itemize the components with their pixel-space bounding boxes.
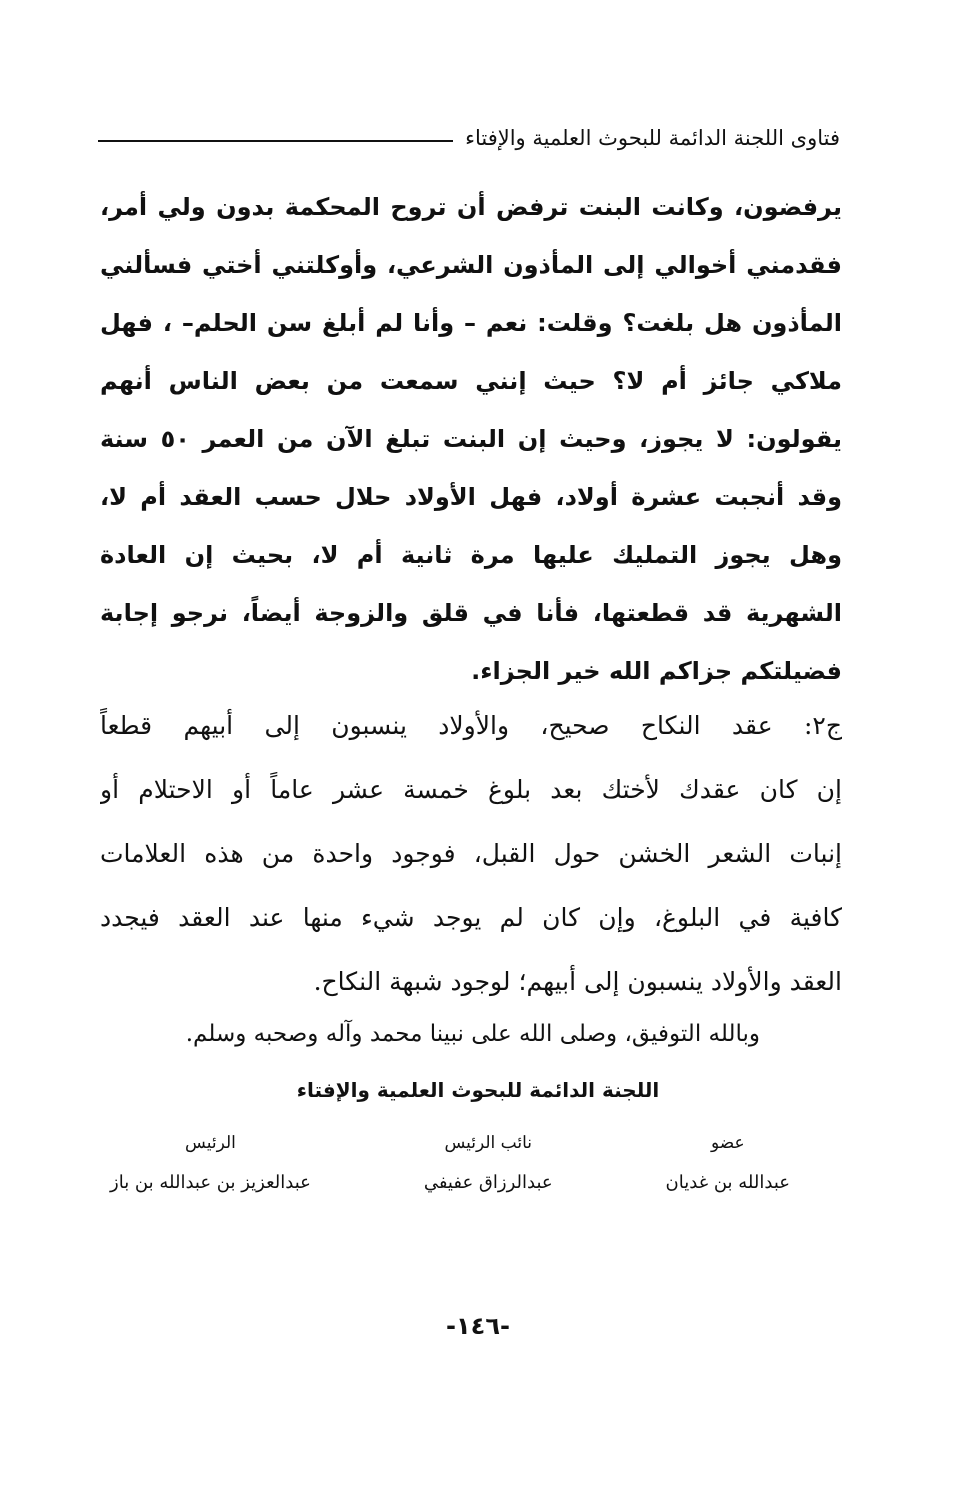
signatory-name: عبدالرزاق عفيفي [423,1172,553,1193]
closing-formula: وبالله التوفيق، وصلى الله على نبينا محمد وآله وصحبه وسلم. [185,1021,760,1047]
answer-line: ج٢: عقد النكاح صحيح، والأولاد ينسبون إلى أبيهم قطعاً [100,711,842,740]
signatory-name: عبدالله بن غديان [665,1172,790,1193]
question-line: فضيلتكم جزاكم الله خير الجزاء. [471,657,842,685]
question-line: فقدمني أخوالي إلى المأذون الشرعي، وأوكلتني أختي فسألني [100,251,842,279]
answer-line: إنبات الشعر الخشن حول القبل، فوجود واحدة من هذه العلامات [100,839,842,868]
question-line: ملاكي جائز أم لا؟ حيث إنني سمعت من بعض الناس أنهم [100,367,842,395]
running-header [98,118,840,158]
answer-line: إن كان عقدك لأختك بعد بلوغ خمسة عشر عاماً أو الاحتلام أو [100,775,842,804]
question-line: يرفضون، وكانت البنت ترفض أن تروح المحكمة بدون ولي أمر، [100,193,842,221]
question-line: يقولون: لا يجوز، وحيث إن البنت تبلغ الآن من العمر ٥٠ سنة [100,425,842,453]
question-line: المأذون هل بلغت؟ وقلت: نعم – وأنا لم أبلغ سن الحلم– ، فهل [100,309,842,337]
signatory-name: عبدالعزيز بن عبدالله بن باز [110,1172,311,1193]
question-line: وقد أنجبت عشرة أولاد، فهل الأولاد حلال حسب العقد أم لا، [100,483,842,511]
answer-line: العقد والأولاد ينسبون إلى أبيهم؛ لوجود شبهة النكاح. [313,967,842,996]
signatory-vice-chair [424,1128,553,1198]
signatory-member [666,1128,790,1198]
answer-line: كافية في البلوغ، وإن كان لم يوجد شيء منها عند العقد فيجدد [100,903,842,932]
question-line: الشهرية قد قطعتها، فأنا في قلق والزوجة أيضاً، نرجو إجابة [100,599,842,627]
committee-name: اللجنة الدائمة للبحوث العلمية والإفتاء [296,1078,660,1102]
header-title: فتاوى اللجنة الدائمة للبحوث العلمية والإفتاء [465,126,840,150]
question-text [100,178,842,700]
header-rule [98,140,453,142]
page-number: -١٤٦- [446,1312,510,1340]
signatory-role: نائب الرئيس [444,1133,532,1153]
question-line: وهل يجوز التمليك عليها مرة ثانية أم لا، بحيث إن العادة [100,541,842,569]
signatories [110,1128,790,1198]
answer-text [100,694,842,1014]
signatory-chair [110,1128,311,1198]
signatory-role: الرئيس [185,1133,236,1153]
signatory-role: عضو [710,1133,745,1153]
